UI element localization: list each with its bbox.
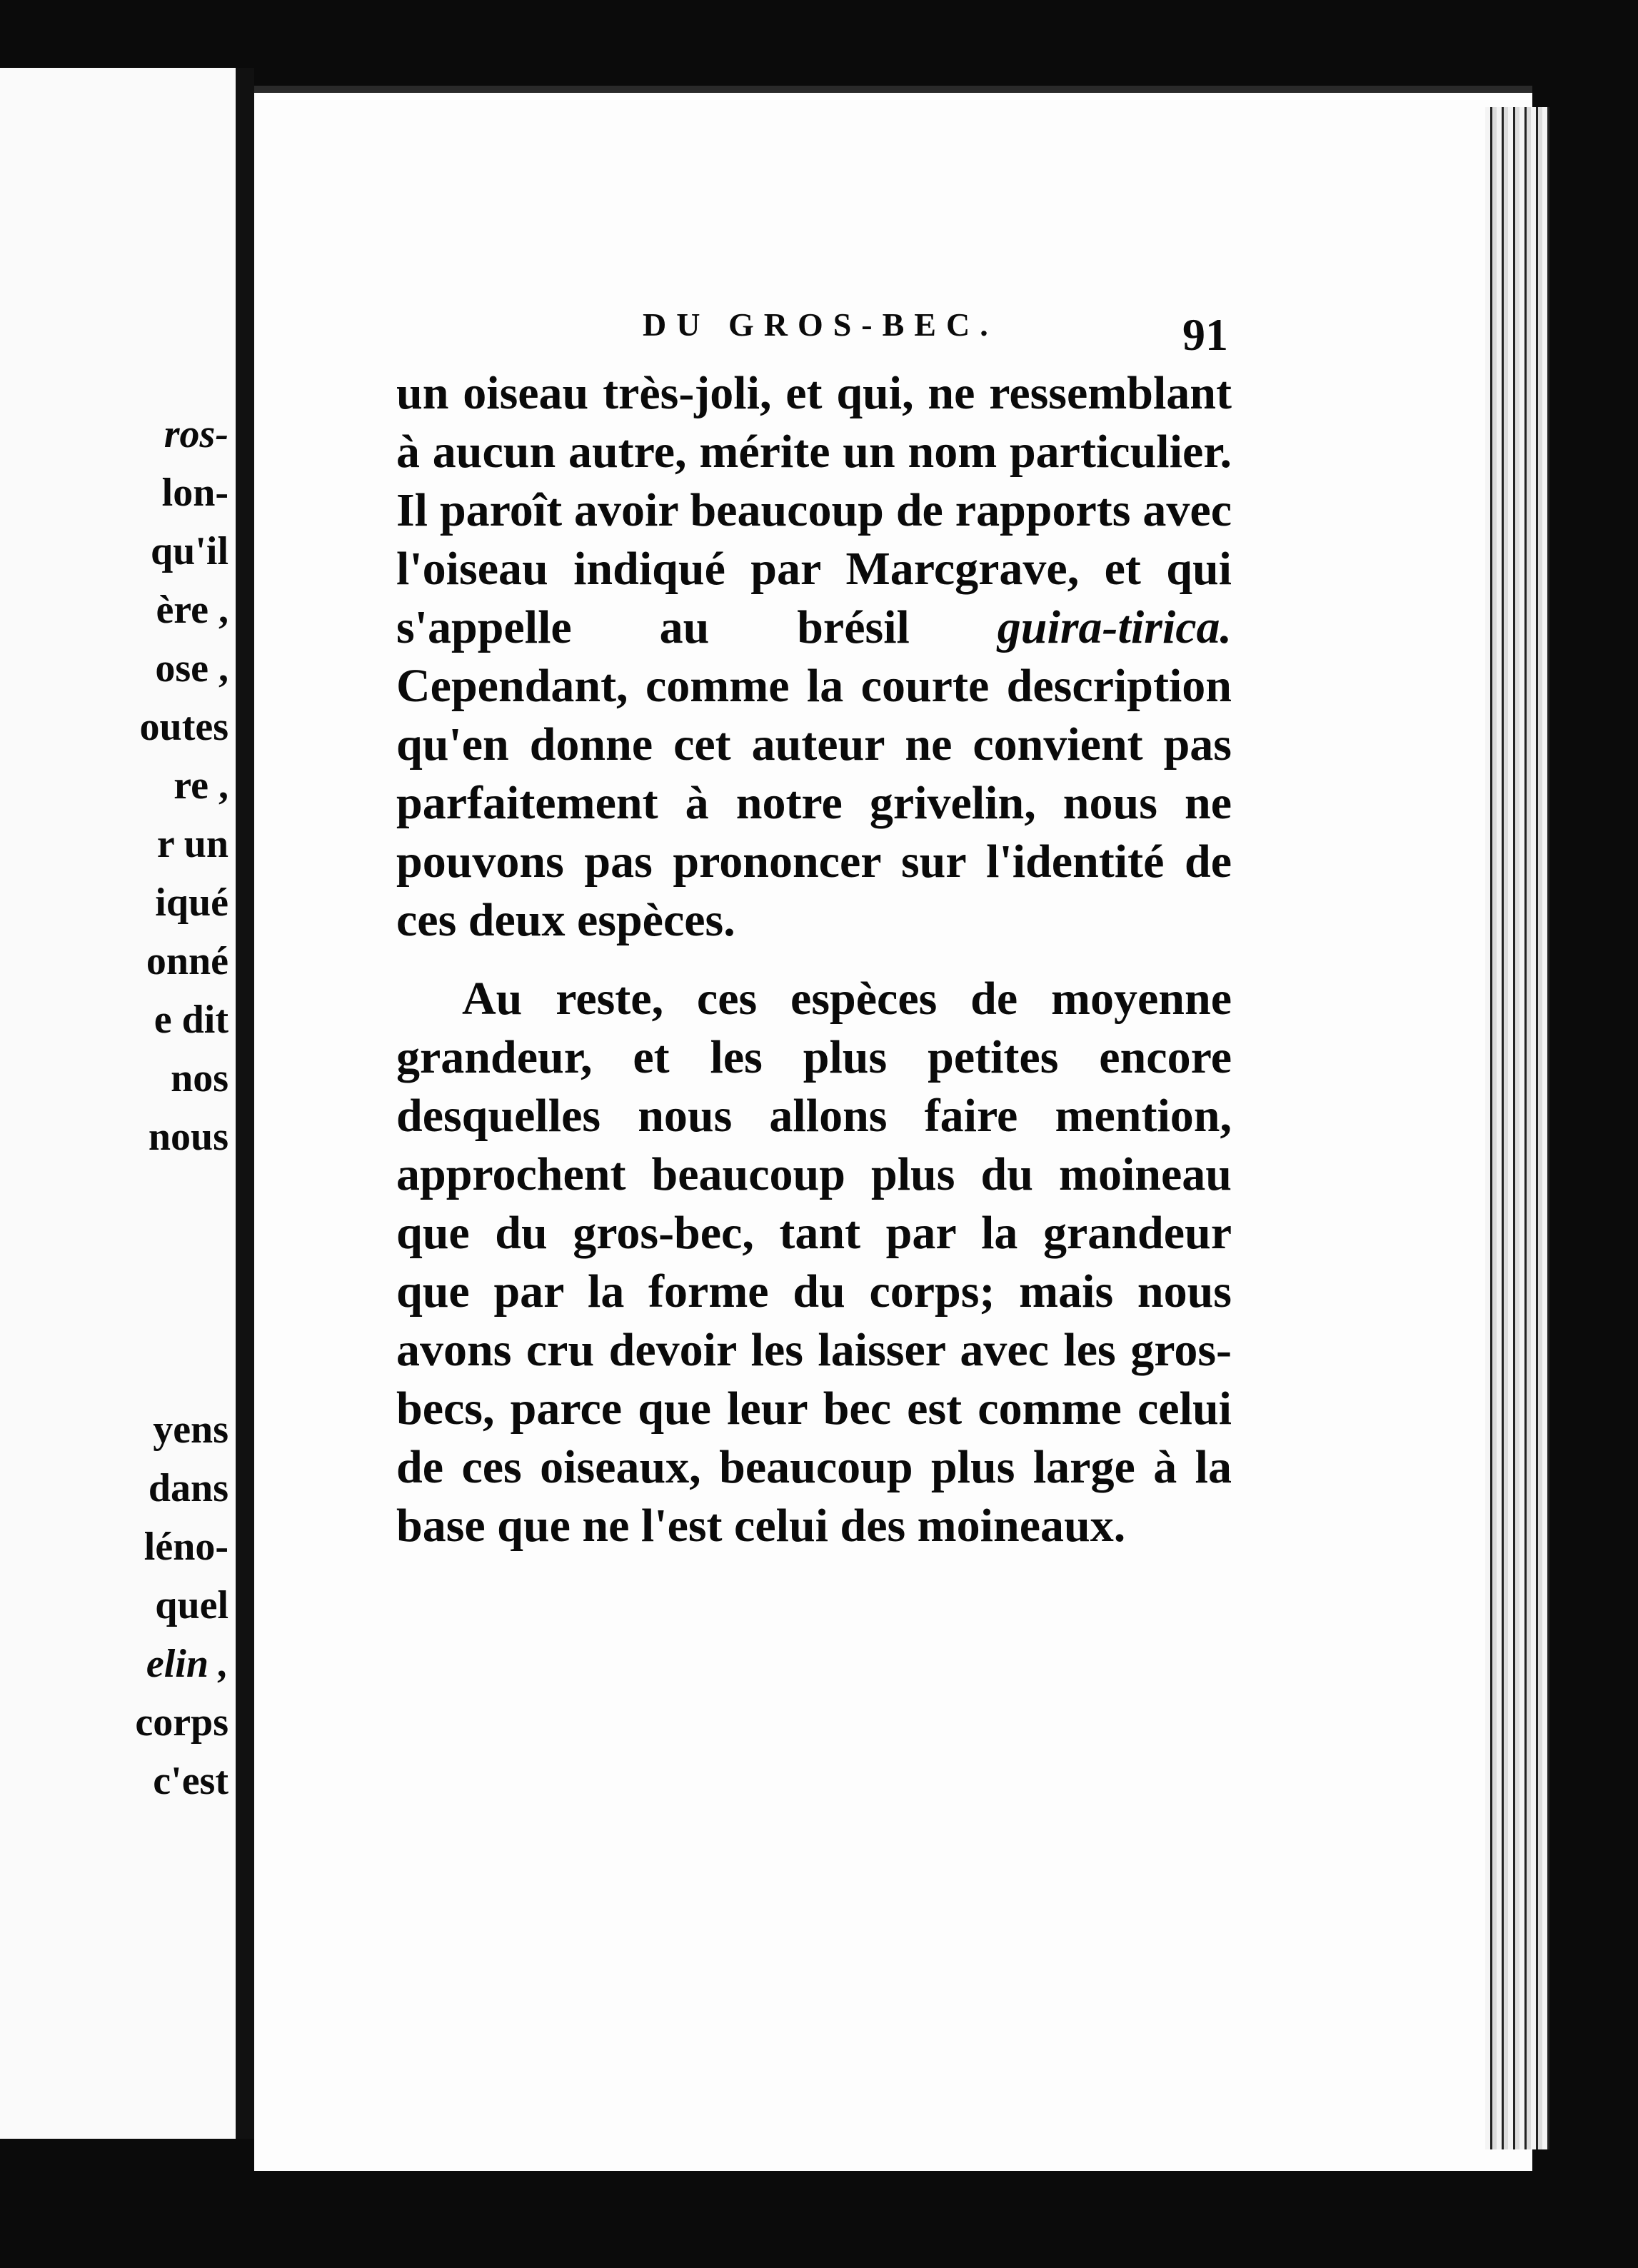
left-line: qu'il — [151, 529, 228, 573]
left-line — [0, 1283, 228, 1342]
left-line: ros- — [164, 412, 228, 456]
left-page — [0, 68, 240, 2139]
left-line — [0, 1225, 228, 1283]
left-line: ose , — [155, 646, 228, 691]
left-line: nos — [171, 1056, 228, 1100]
left-line: quel — [155, 1583, 228, 1627]
left-line — [0, 1166, 228, 1225]
body-text — [396, 364, 1232, 1555]
left-line: ère , — [156, 588, 228, 632]
left-line: c'est — [153, 1759, 228, 1803]
left-line: onné — [146, 939, 228, 983]
left-line: dans — [148, 1466, 228, 1510]
page-edges — [1485, 107, 1549, 2149]
book-gutter — [236, 68, 254, 2139]
running-head: DU GROS-BEC. — [643, 306, 998, 343]
left-line: léno- — [144, 1525, 228, 1569]
left-line: elin , — [146, 1642, 228, 1686]
left-line: iqué — [155, 880, 228, 925]
left-line: yens — [153, 1408, 228, 1452]
left-line: r un — [156, 822, 228, 866]
page-number: 91 — [1182, 309, 1228, 360]
left-line: nous — [148, 1115, 228, 1159]
paragraph-2: Au reste, ces espèces de moyenne grandeur, et les plus petites encore desquelles nous allons faire mention, approchent beaucoup plus du moineau que du gros-bec, tant par la grandeur que par la forme du corps; mais nous avons cru devoir les laisser avec les gros-becs, parce que leur bec est comme celui de ces oiseaux, beaucoup plus large à la base que ne l'est celui des moineaux. — [396, 973, 1232, 1552]
left-page-text-fragment — [0, 405, 228, 1810]
paragraph-1-text-b: Cependant, comme la courte description qu'en donne cet auteur ne convient pas parfaitement à notre grivelin, nous ne pouvons pas prononcer sur l'identité de ces deux espèces. — [396, 660, 1232, 946]
left-line: corps — [135, 1700, 228, 1745]
paragraph-1-text-a: un oiseau très-joli, et qui, ne ressemblant à aucun autre, mérite un nom particulier. Il paroît avoir beaucoup de rapports avec l'oiseau indiqué par Marcgrave, et qui s'appelle au brésil — [396, 367, 1232, 653]
paragraph-1 — [396, 364, 1232, 950]
left-line: e dit — [154, 998, 228, 1042]
species-name-italic: guira-tirica. — [997, 601, 1232, 653]
left-line — [0, 1342, 228, 1400]
left-line: lon- — [161, 471, 228, 515]
left-line: outes — [139, 705, 228, 749]
left-line: re , — [174, 763, 228, 808]
